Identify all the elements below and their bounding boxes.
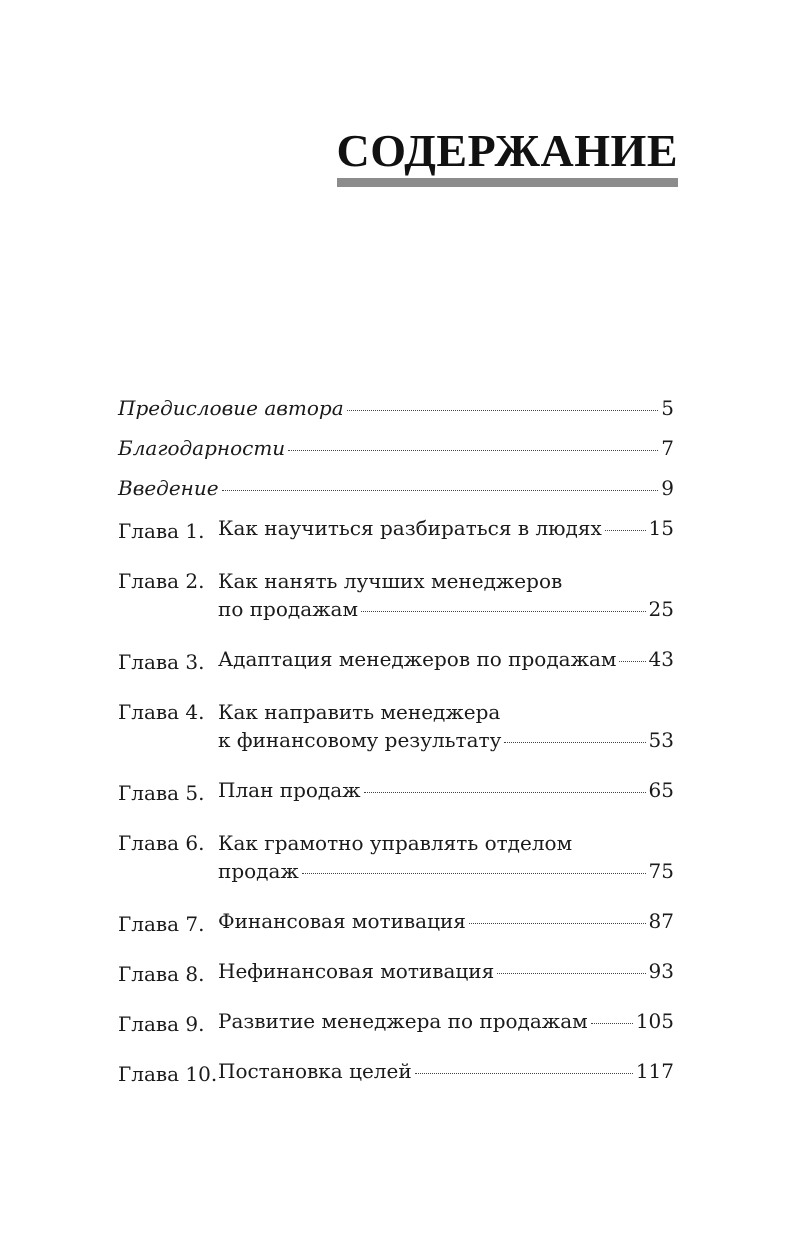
- page-title: СОДЕРЖАНИЕ: [336, 125, 678, 176]
- chapter-title: План продаж: [218, 778, 361, 802]
- dot-leader: [504, 742, 645, 743]
- toc-page-number: 9: [661, 476, 674, 500]
- toc-page-number: 5: [661, 396, 674, 420]
- toc-chapter-1[interactable]: [118, 516, 674, 547]
- page-title-block: [336, 125, 678, 187]
- chapter-title: Развитие менеджера по продажам: [218, 1009, 588, 1033]
- toc-page-number: 93: [648, 959, 674, 983]
- toc-chapter-10[interactable]: [118, 1059, 674, 1090]
- chapter-number: Глава 3.: [118, 650, 205, 674]
- chapter-title-line1: Как нанять лучших менеджеров: [218, 569, 563, 593]
- chapter-title-line1: Как направить менеджера: [218, 700, 501, 724]
- chapter-number: Глава 10.: [118, 1062, 218, 1086]
- chapter-title: Постановка целей: [218, 1059, 412, 1083]
- dot-leader: [347, 410, 659, 411]
- chapter-number: Глава 7.: [118, 912, 205, 936]
- dot-leader: [415, 1073, 633, 1074]
- toc-chapter-5[interactable]: [118, 778, 674, 809]
- dot-leader: [619, 661, 645, 662]
- toc-entry-introduction[interactable]: [118, 476, 674, 507]
- toc-entry-acknowledgements[interactable]: [118, 436, 674, 467]
- toc-chapter-4[interactable]: [118, 697, 674, 759]
- chapter-title-line1: Как грамотно управлять отделом: [218, 831, 573, 855]
- toc-entry-preface[interactable]: [118, 396, 674, 427]
- chapter-number: Глава 1.: [118, 519, 205, 543]
- toc-chapter-2[interactable]: [118, 566, 674, 628]
- title-underline-bar: [337, 178, 678, 187]
- dot-leader: [302, 873, 646, 874]
- chapter-title-line2: к финансовому результату: [218, 728, 502, 752]
- dot-leader: [288, 450, 658, 451]
- toc-page-number: 87: [648, 909, 674, 933]
- dot-leader: [497, 973, 645, 974]
- dot-leader: [469, 923, 646, 924]
- toc-entry-label: Введение: [118, 476, 219, 500]
- chapter-title-line2: по продажам: [218, 597, 359, 621]
- dot-leader: [591, 1023, 633, 1024]
- dot-leader: [364, 792, 646, 793]
- toc-page-number: 75: [648, 859, 674, 883]
- toc-page-number: 7: [661, 436, 674, 460]
- toc-chapter-6[interactable]: [118, 828, 674, 890]
- chapter-number: Глава 4.: [118, 700, 205, 724]
- toc-chapter-8[interactable]: [118, 959, 674, 990]
- chapter-title: Финансовая мотивация: [218, 909, 466, 933]
- chapter-title: Как научиться разбираться в людях: [218, 516, 602, 540]
- toc-page-number: 15: [648, 516, 674, 540]
- chapter-title-line2: продаж: [218, 859, 299, 883]
- toc-entry-label: Предисловие автора: [118, 396, 344, 420]
- chapter-number: Глава 8.: [118, 962, 205, 986]
- chapter-number: Глава 6.: [118, 831, 205, 855]
- toc-chapter-9[interactable]: [118, 1009, 674, 1040]
- toc-page-number: 25: [648, 597, 674, 621]
- chapter-number: Глава 5.: [118, 781, 205, 805]
- dot-leader: [605, 530, 646, 531]
- toc-chapter-7[interactable]: [118, 909, 674, 940]
- toc-page-number: 117: [635, 1059, 674, 1083]
- chapter-number: Глава 2.: [118, 569, 205, 593]
- toc-entry-label: Благодарности: [118, 436, 286, 460]
- toc-page-number: 105: [635, 1009, 674, 1033]
- toc-chapter-3[interactable]: [118, 647, 674, 678]
- chapter-number: Глава 9.: [118, 1012, 205, 1036]
- chapter-title: Нефинансовая мотивация: [218, 959, 495, 983]
- chapter-title: Адаптация менеджеров по продажам: [218, 647, 617, 671]
- toc-page-number: 43: [648, 647, 674, 671]
- table-of-contents: [118, 396, 674, 1109]
- toc-page-number: 53: [648, 728, 674, 752]
- toc-page-number: 65: [648, 778, 674, 802]
- dot-leader: [222, 490, 659, 491]
- dot-leader: [361, 611, 646, 612]
